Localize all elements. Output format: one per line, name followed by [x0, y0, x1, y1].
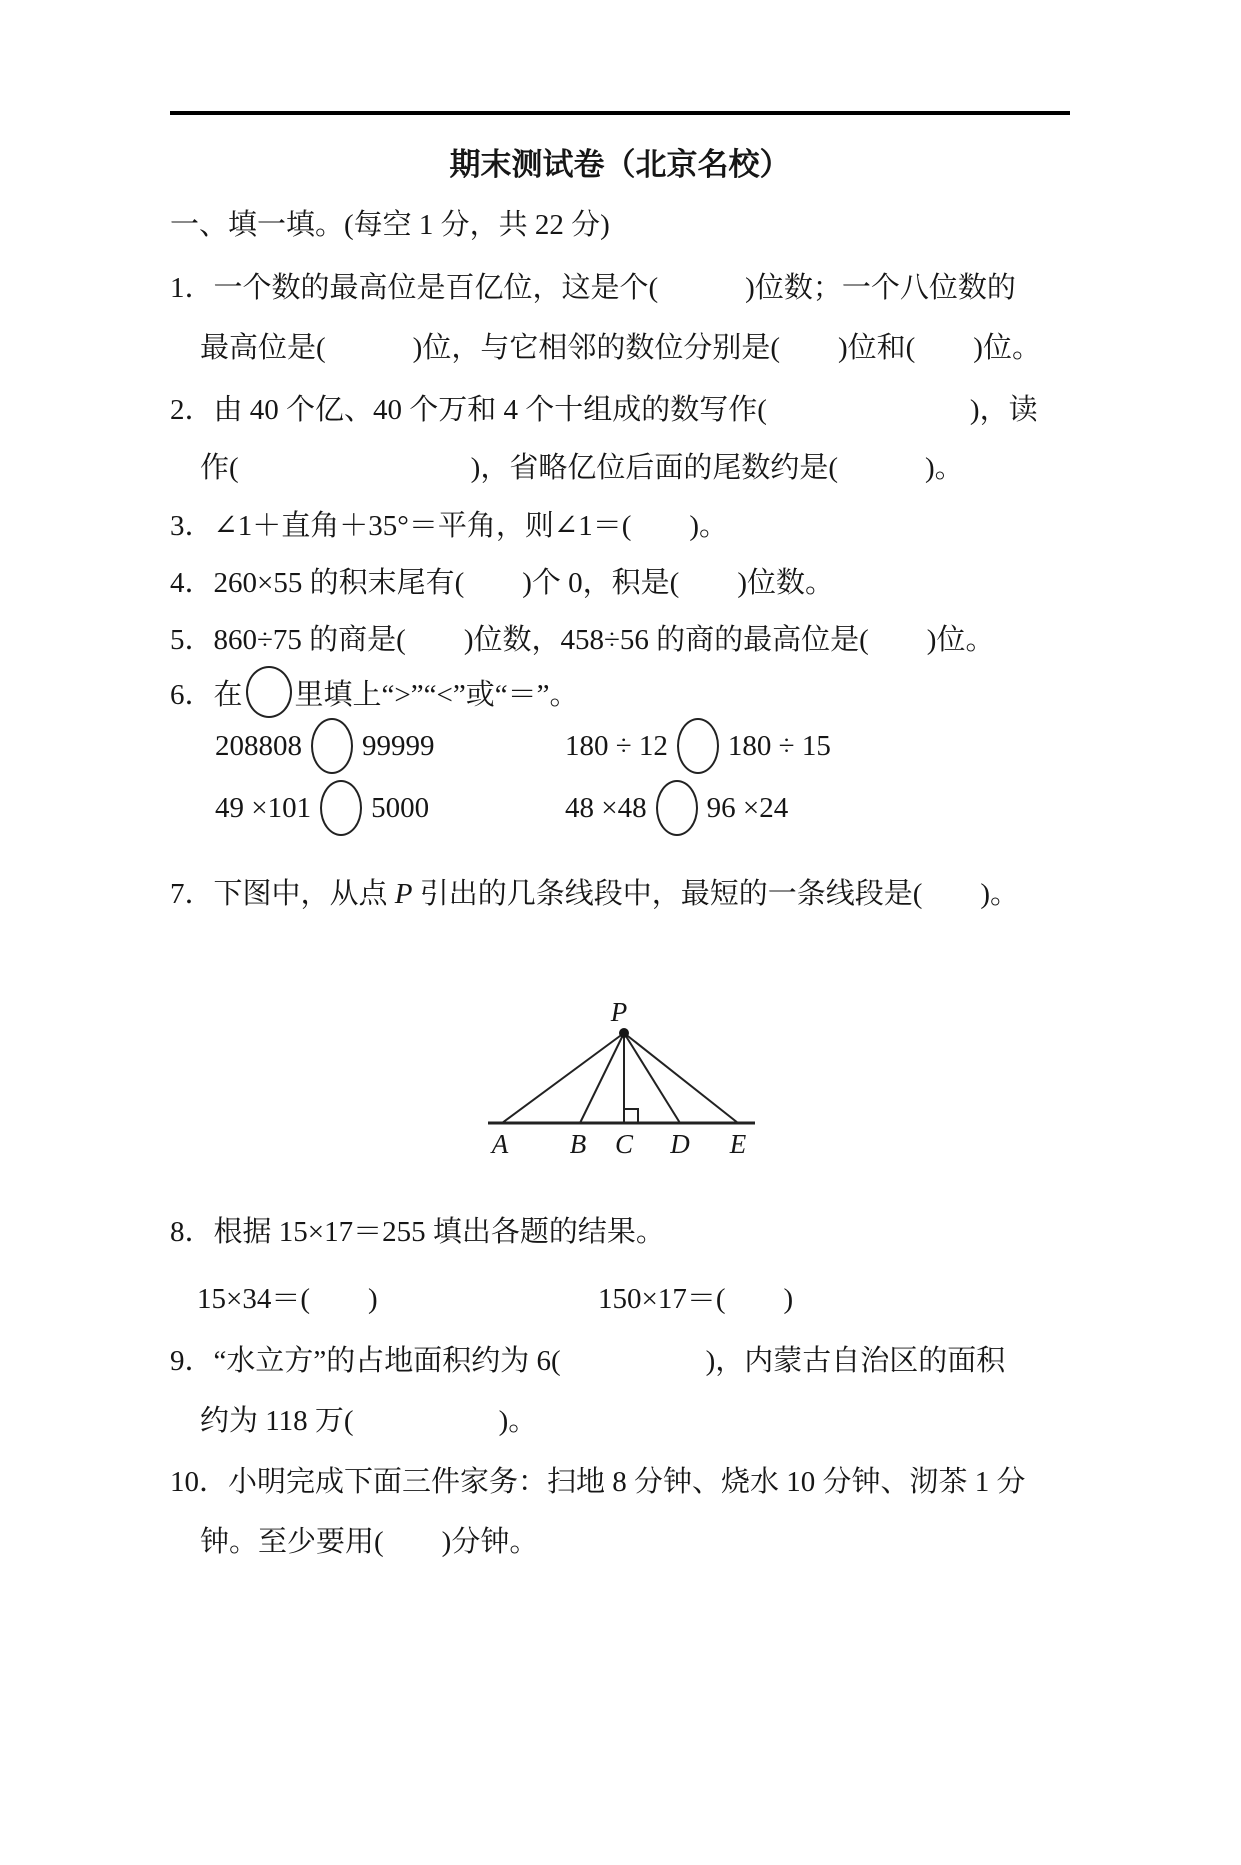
question-8-left-expression: 15×34＝( ) — [197, 1283, 378, 1315]
question-3-line: 3．∠1＋直角＋35°＝平角，则∠1＝( )。 — [170, 510, 729, 542]
question-9-line-2: 约为 118 万( )。 — [200, 1405, 538, 1437]
question-8-right-expression: 150×17＝( ) — [598, 1283, 794, 1315]
comparison-right: 96 ×24 — [706, 791, 789, 824]
label-c: C — [614, 1129, 634, 1159]
line-segment-figure — [440, 1000, 808, 1170]
comparison-item — [565, 718, 1070, 774]
question-2-line-2: 作( )，省略亿位后面的尾数约是( )。 — [200, 452, 964, 484]
point-p-dot — [619, 1028, 629, 1038]
segment-pe — [624, 1033, 738, 1123]
question-7-prefix: 7．下图中，从点 — [170, 878, 395, 910]
question-7-line — [170, 876, 1070, 912]
comparison-left: 48 ×48 — [565, 791, 647, 824]
segment-pa — [502, 1033, 624, 1123]
question-6-suffix: 里填上“>”“<”或“＝”。 — [294, 679, 579, 711]
comparison-item — [215, 718, 565, 774]
comparison-left: 49 ×101 — [215, 791, 312, 824]
comparison-left: 180 ÷ 12 — [565, 729, 668, 762]
comparison-circle-icon — [656, 780, 698, 836]
question-10-line-1: 10．小明完成下面三件家务：扫地 8 分钟、烧水 10 分钟、沏茶 1 分 — [170, 1466, 1026, 1498]
comparison-circle-icon — [677, 718, 719, 774]
comparison-grid — [215, 718, 1070, 836]
question-2-line-1: 2．由 40 个亿、40 个万和 4 个十组成的数写作( )，读 — [170, 394, 1038, 426]
question-6-intro — [170, 666, 1070, 718]
question-7-point-name: P — [394, 878, 413, 910]
question-1-line-2: 最高位是( )位，与它相邻的数位分别是( )位和( )位。 — [200, 332, 1041, 364]
question-10-line-2: 钟。至少要用( )分钟。 — [200, 1526, 539, 1558]
question-8-answers-row — [197, 1281, 1070, 1317]
label-p: P — [610, 1000, 628, 1027]
header-rule — [170, 111, 1070, 115]
segments-from-point-p-diagram — [440, 1000, 808, 1170]
question-4-line: 4．260×55 的积末尾有( )个 0，积是( )位数。 — [170, 567, 834, 599]
label-b: B — [569, 1129, 587, 1159]
exam-paper-page — [0, 111, 1241, 1865]
label-d: D — [670, 1129, 690, 1159]
section-heading: 一、填一填。(每空 1 分，共 22 分) — [170, 209, 610, 241]
page-content — [0, 111, 1241, 1560]
page-title: 期末测试卷（北京名校） — [449, 147, 791, 182]
comparison-right: 180 ÷ 15 — [727, 729, 831, 762]
fill-circle-icon — [246, 666, 292, 718]
question-9-line-1: 9．“水立方”的占地面积约为 6( )，内蒙古自治区的面积 — [170, 1345, 1006, 1377]
comparison-circle-icon — [320, 780, 362, 836]
question-1-line-1: 1．一个数的最高位是百亿位，这是个( )位数；一个八位数的 — [170, 272, 1016, 304]
comparison-circle-icon — [311, 718, 353, 774]
label-a: A — [491, 1129, 509, 1159]
question-6-prefix: 6．在 — [170, 679, 243, 711]
comparison-item — [565, 780, 1070, 836]
comparison-left: 208808 — [215, 729, 302, 762]
comparison-right: 99999 — [362, 729, 435, 762]
segment-pb — [580, 1033, 624, 1123]
question-7-suffix: 引出的几条线段中，最短的一条线段是( )。 — [412, 878, 1020, 910]
label-e: E — [729, 1129, 747, 1159]
right-angle-mark — [624, 1109, 638, 1123]
question-8-line: 8．根据 15×17＝255 填出各题的结果。 — [170, 1216, 665, 1248]
question-5-line: 5．860÷75 的商是( )位数，458÷56 的商的最高位是( )位。 — [170, 624, 995, 656]
comparison-item — [215, 780, 565, 836]
comparison-right: 5000 — [371, 791, 430, 824]
